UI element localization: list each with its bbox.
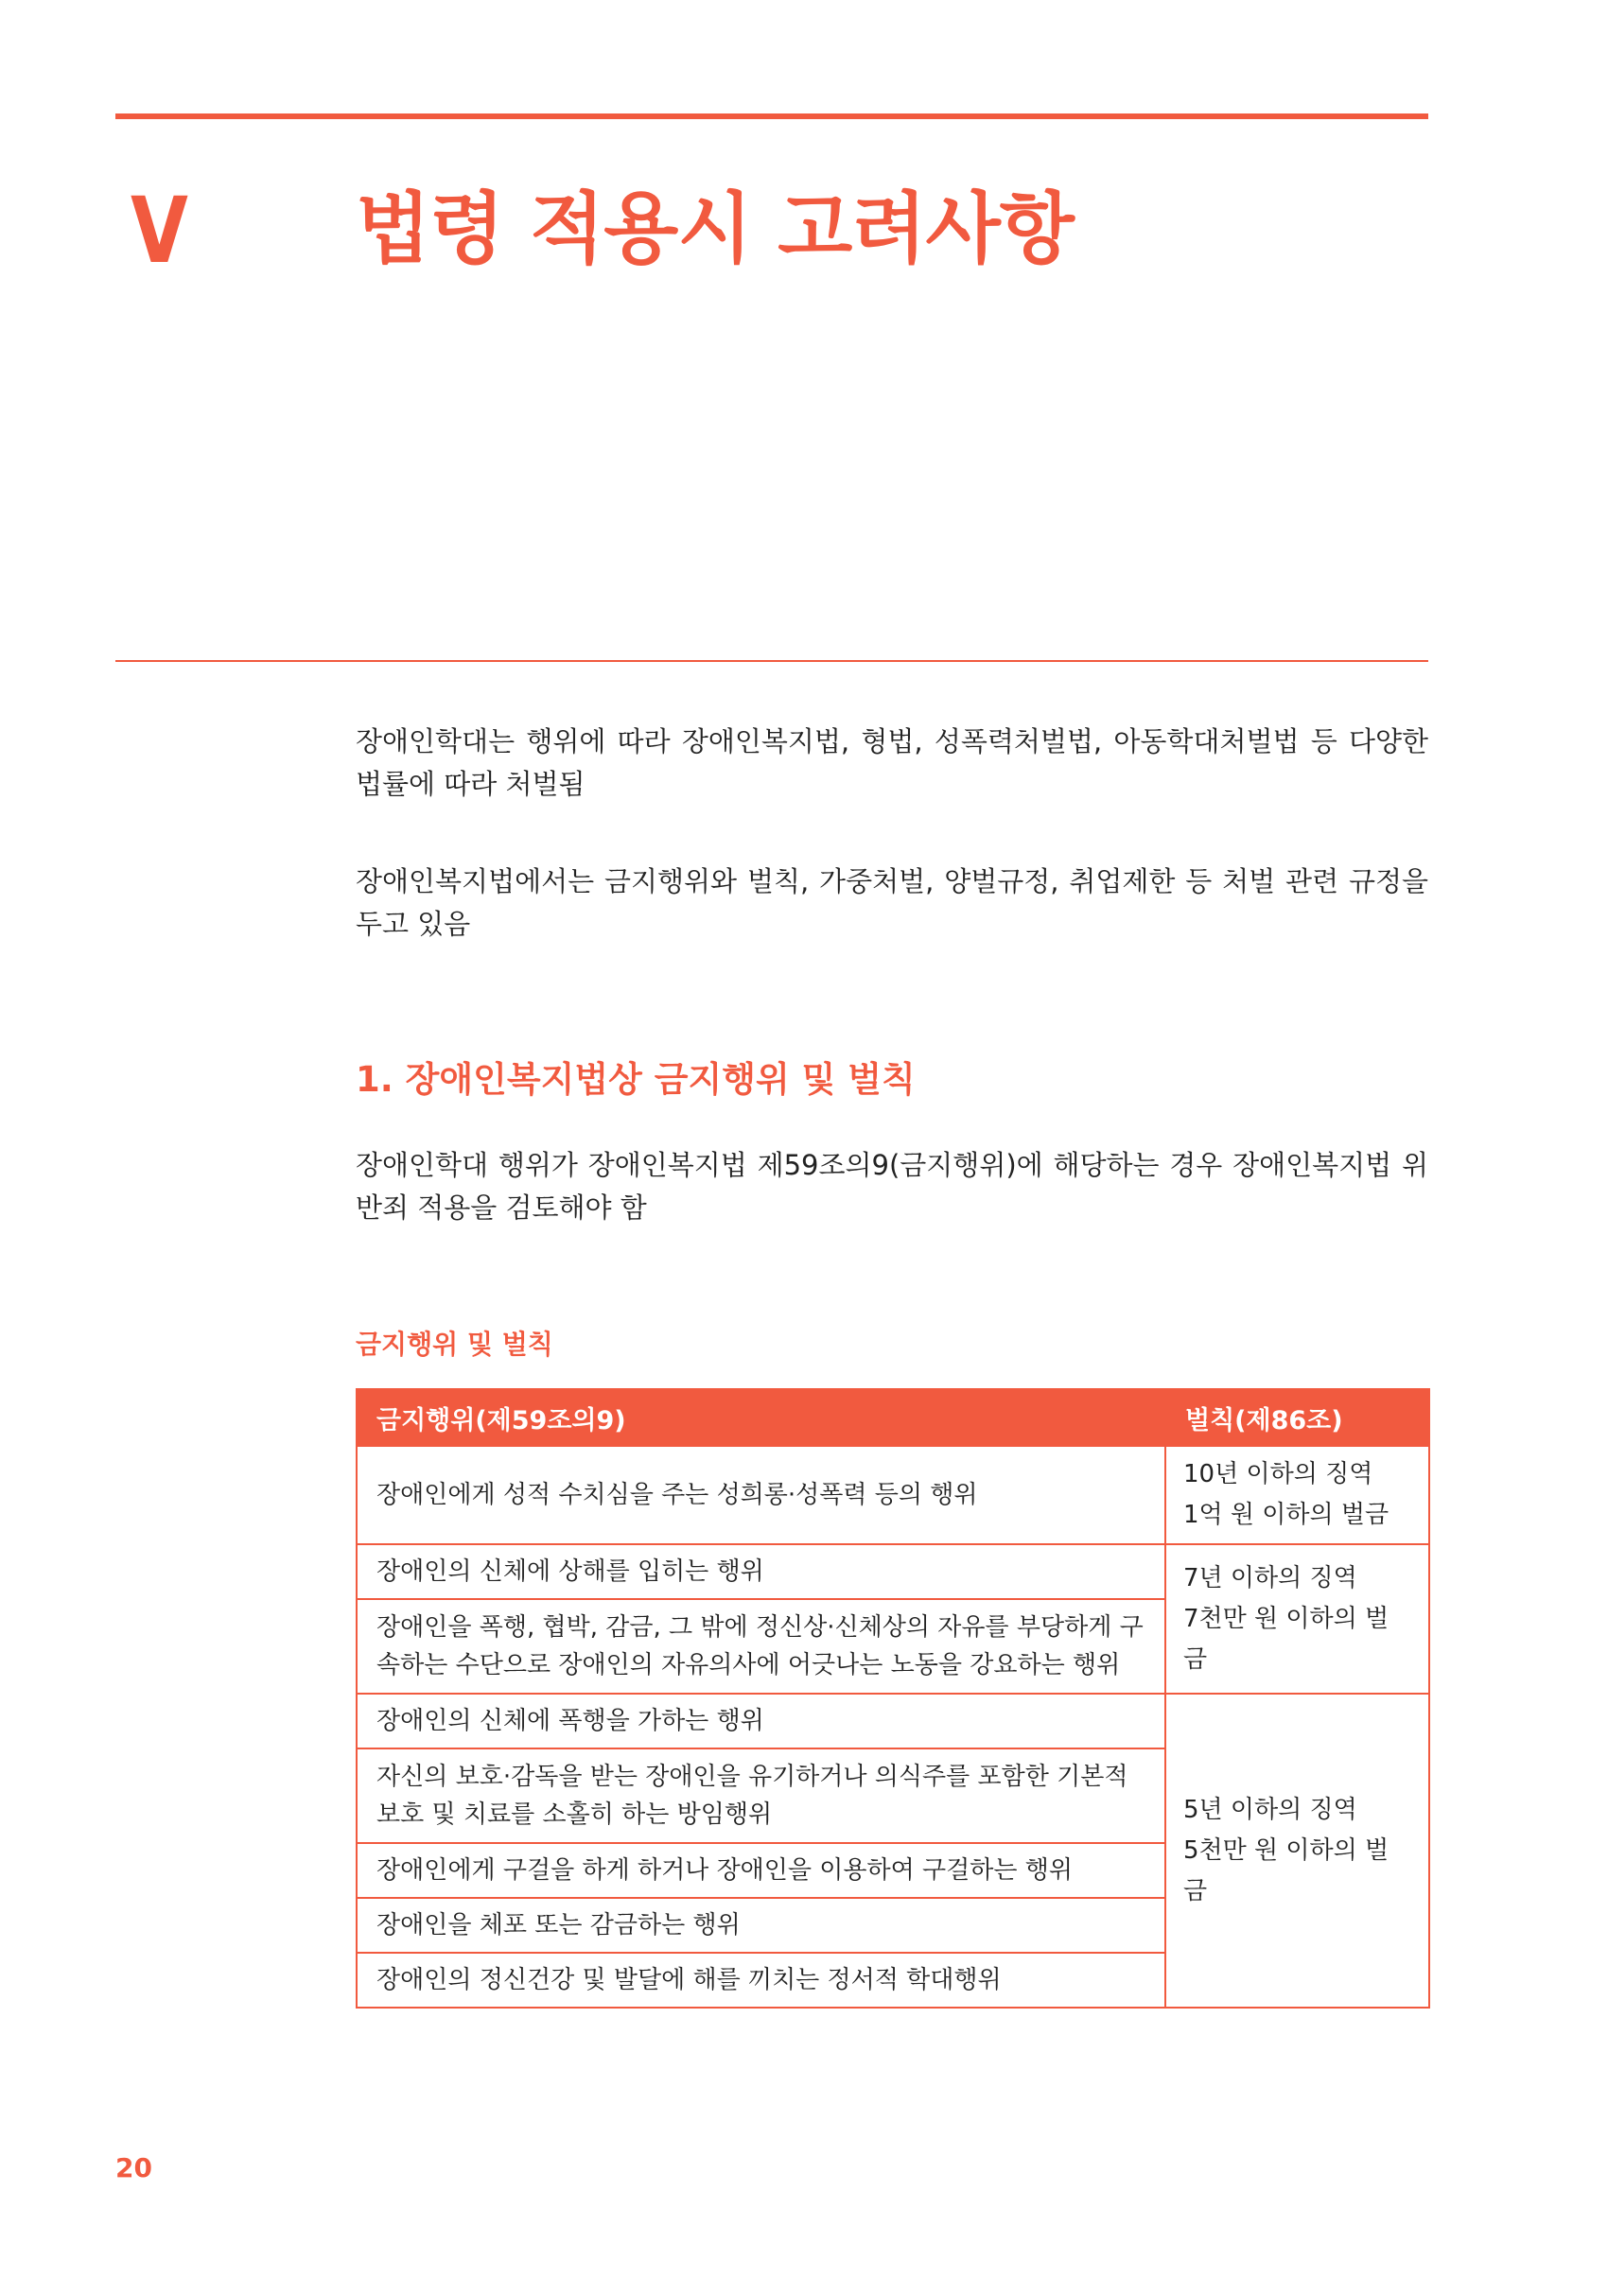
penalty-fine: 5천만 원 이하의 벌금	[1183, 1835, 1390, 1905]
penalty-fine: 1억 원 이하의 벌금	[1183, 1501, 1390, 1529]
header-penalties: 벌칙(제86조)	[1165, 1389, 1429, 1446]
penalty-prison: 7년 이하의 징역	[1183, 1563, 1357, 1592]
act-cell: 장애인에게 성적 수치심을 주는 성희롱·성폭력 등의 행위	[357, 1446, 1165, 1544]
page-number: 20	[115, 2152, 152, 2183]
act-cell: 장애인을 체포 또는 감금하는 행위	[357, 1898, 1165, 1953]
act-cell: 장애인에게 구걸을 하게 하거나 장애인을 이용하여 구걸하는 행위	[357, 1843, 1165, 1898]
act-cell: 장애인의 신체에 폭행을 가하는 행위	[357, 1694, 1165, 1748]
table-row	[357, 1694, 1429, 1748]
chapter-number: V	[131, 178, 188, 284]
section-body: 장애인학대 행위가 장애인복지법 제59조의9(금지행위)에 해당하는 경우 장애인복지법 위반죄 적용을 검토해야 함	[356, 1149, 1428, 1224]
section-title: 1. 장애인복지법상 금지행위 및 벌칙	[356, 1059, 916, 1100]
penalty-cell	[1165, 1446, 1429, 1544]
table-row	[357, 1446, 1429, 1544]
penalty-prison: 10년 이하의 징역	[1183, 1460, 1373, 1488]
section-divider	[115, 660, 1428, 662]
act-cell: 장애인의 정신건강 및 발달에 해를 끼치는 정서적 학대행위	[357, 1953, 1165, 2008]
top-rule	[115, 113, 1428, 119]
intro-paragraph-1: 장애인학대는 행위에 따라 장애인복지법, 형법, 성폭력처벌법, 아동학대처벌법 등 다양한 법률에 따라 처벌됨	[356, 725, 1428, 800]
act-cell: 자신의 보호·감독을 받는 장애인을 유기하거나 의식주를 포함한 기본적 보호 및 치료를 소홀히 하는 방임행위	[357, 1748, 1165, 1843]
table-row	[357, 1544, 1429, 1599]
intro-paragraph-2: 장애인복지법에서는 금지행위와 벌칙, 가중처벌, 양벌규정, 취업제한 등 처벌 관련 규정을 두고 있음	[356, 865, 1428, 940]
table-header-row	[357, 1389, 1429, 1446]
penalty-cell	[1165, 1694, 1429, 2008]
penalty-prison: 5년 이하의 징역	[1183, 1795, 1357, 1824]
table-caption: 금지행위 및 벌칙	[356, 1329, 553, 1360]
act-cell: 장애인을 폭행, 협박, 감금, 그 밖에 정신상·신체상의 자유를 부당하게 구속하는 수단으로 장애인의 자유의사에 어긋나는 노동을 강요하는 행위	[357, 1599, 1165, 1694]
act-cell: 장애인의 신체에 상해를 입히는 행위	[357, 1544, 1165, 1599]
penalty-fine: 7천만 원 이하의 벌금	[1183, 1604, 1390, 1674]
penalty-cell	[1165, 1544, 1429, 1694]
header-prohibited-acts: 금지행위(제59조의9)	[357, 1389, 1165, 1446]
penalty-table	[356, 1388, 1430, 2009]
chapter-title: 법령 적용시 고려사항	[356, 184, 1075, 274]
